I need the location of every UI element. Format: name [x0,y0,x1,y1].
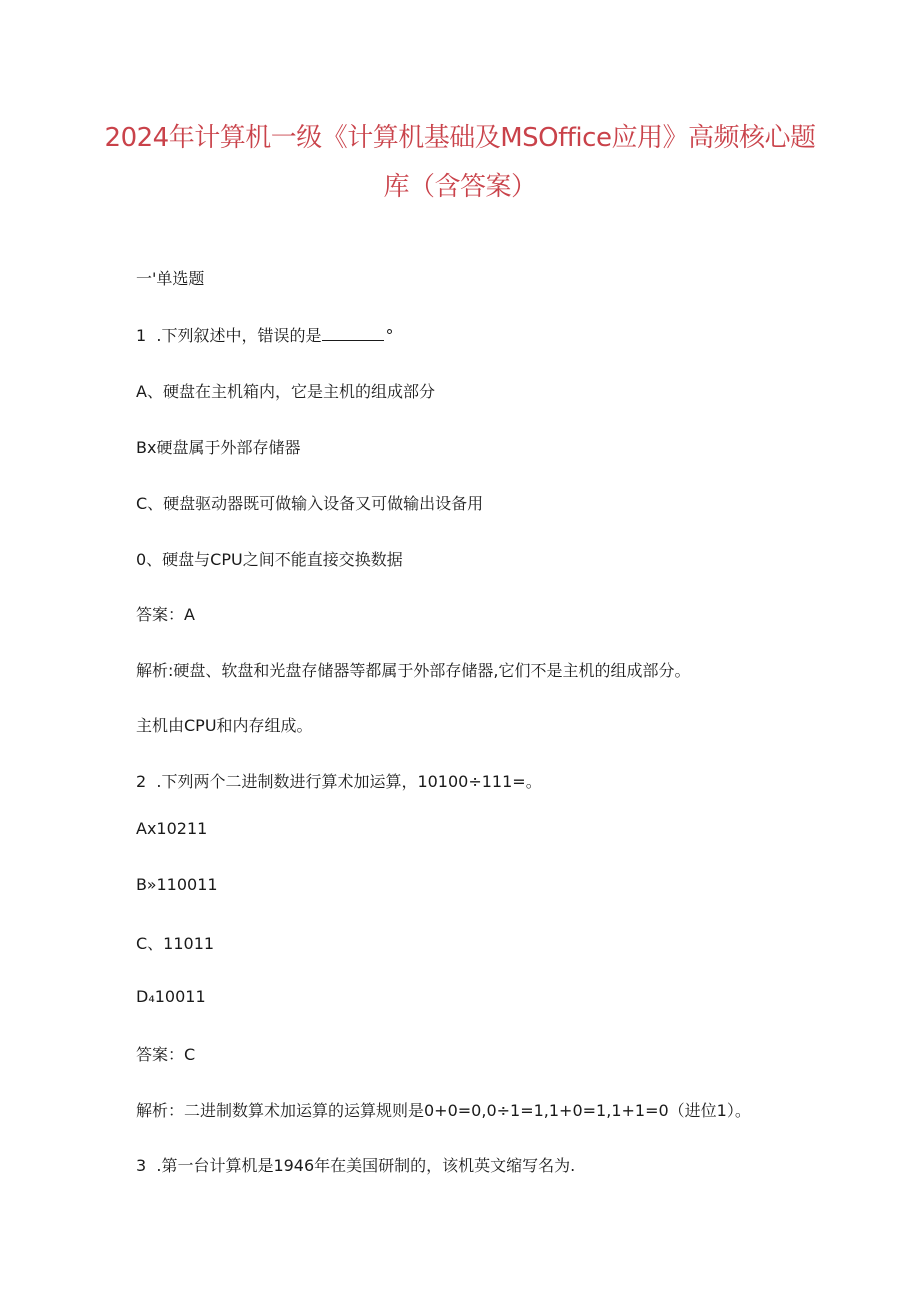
question-3-stem: 3 .第一台计算机是1946年在美国研制的，该机英文缩写名为. [136,1156,576,1175]
question-1-stem-text: 1 .下列叙述中，错误的是 [136,326,322,345]
document-title-line-2: 库（含答案） [383,172,537,202]
answer-blank [322,326,384,341]
question-1-option-c: C、硬盘驱动器既可做输入设备又可做输出设备用 [136,494,484,513]
question-1-option-a: A、硬盘在主机箱内，它是主机的组成部分 [136,382,435,401]
question-1-analysis-line-1: 解析:硬盘、软盘和光盘存储器等都属于外部存储器,它们不是主机的组成部分。 [136,661,691,680]
question-2-option-c: C、11011 [136,934,215,953]
document-title-line-1: 2024年计算机一级《计算机基础及MSOffice应用》高频核心题 [104,123,816,153]
question-1-stem-end: ° [385,326,394,345]
question-1-answer: 答案：A [136,605,195,624]
question-1-option-d: 0、硬盘与CPU之间不能直接交换数据 [136,550,403,569]
question-2-analysis-line-1: 解析：二进制数算术加运算的运算规则是0+0=0,0÷1=1,1+0=1,1+1=0（进位1）。 [136,1101,751,1120]
question-2-option-d: D₄10011 [136,987,206,1006]
question-2-answer: 答案：C [136,1045,196,1064]
question-1-stem [136,323,393,346]
question-1-option-b: Bx硬盘属于外部存储器 [136,438,301,457]
question-1-analysis-line-2: 主机由CPU和内存组成。 [136,716,313,735]
question-2-stem: 2 .下列两个二进制数进行算术加运算，10100÷111=。 [136,772,542,791]
question-2-option-a: Ax10211 [136,819,208,838]
section-heading: 一'单选题 [136,269,205,288]
question-2-option-b: B»110011 [136,875,218,894]
